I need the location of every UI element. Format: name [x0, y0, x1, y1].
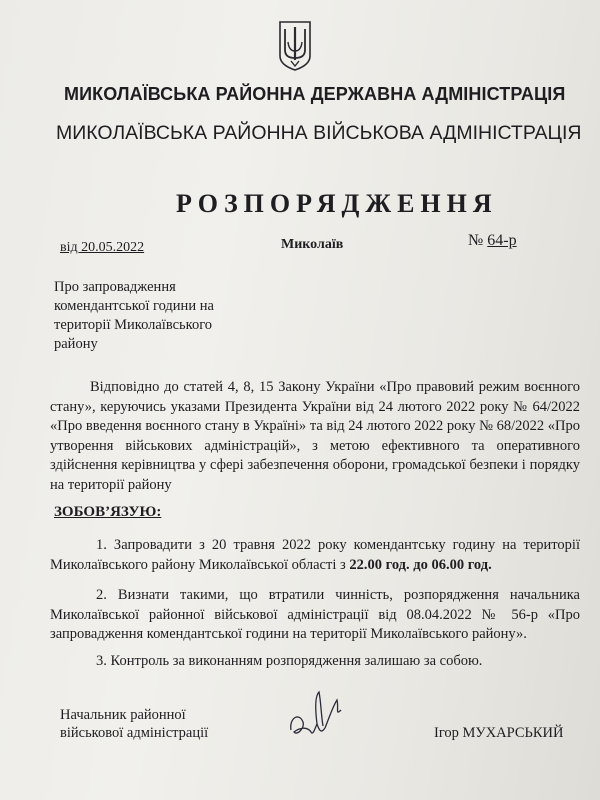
subject-line: комендантської години на	[54, 298, 214, 314]
item-2-paragraph: 2. Визнати такими, що втратили чинність, розпорядження начальника Миколаївської районної військової адміністрації від 08.04.2022 № 56-р «Про запровадження комендантської години на території Миколаївського району».	[50, 587, 580, 642]
trident-emblem-icon	[277, 20, 313, 72]
state-administration-heading: МИКОЛАЇВСЬКА РАЙОННА ДЕРЖАВНА АДМІНІСТРАЦІЯ	[64, 84, 566, 104]
preamble-paragraph: Відповідно до статей 4, 8, 15 Закону України «Про правовий режим воєнного стану», керуючись указами Президента України від 24 лютого 2022 року № 64/2022 «Про введення воєнного стану в Україні» та від 24 лютого 2022 року № 68/2022 «Про утворення військових адміністрацій», з метою ефективного та оперативного здійснення керівництва у сфері забезпечення оборони, громадської безпеки і порядку на території району	[50, 379, 580, 493]
subject-line: території Миколаївського	[54, 317, 213, 333]
signatory-name: Ігор МУХАРСЬКИЙ	[434, 725, 564, 741]
document-subject	[54, 278, 294, 354]
document-city: Миколаїв	[281, 237, 344, 252]
item-1-text: 1. Запровадити з 20 травня 2022 року комендантську годину на території Миколаївського району Миколаївської області з	[50, 537, 580, 573]
item-3-paragraph: 3. Контроль за виконанням розпорядження залишаю за собою.	[96, 653, 483, 669]
item-1-time-range: 22.00 год. до 06.00 год.	[349, 556, 492, 573]
handwritten-signature-icon	[285, 688, 355, 748]
signatory-title-line: військової адміністрації	[60, 725, 209, 741]
subject-line: Про запровадження	[54, 279, 176, 295]
document-type-title: РОЗПОРЯДЖЕННЯ	[176, 189, 498, 218]
document-date: від 20.05.2022	[60, 240, 145, 255]
number-prefix: №	[468, 232, 488, 249]
number-value: 64-р	[487, 232, 517, 249]
signatory-title-line: Начальник районної	[60, 707, 186, 723]
military-administration-heading: МИКОЛАЇВСЬКА РАЙОННА ВІЙСЬКОВА АДМІНІСТРАЦІЯ	[56, 122, 582, 144]
subject-line: району	[54, 336, 98, 352]
signatory-title	[60, 706, 208, 742]
item-1-paragraph	[50, 536, 580, 575]
oblige-heading: ЗОБОВ’ЯЗУЮ:	[54, 504, 162, 520]
document-number	[468, 232, 517, 250]
